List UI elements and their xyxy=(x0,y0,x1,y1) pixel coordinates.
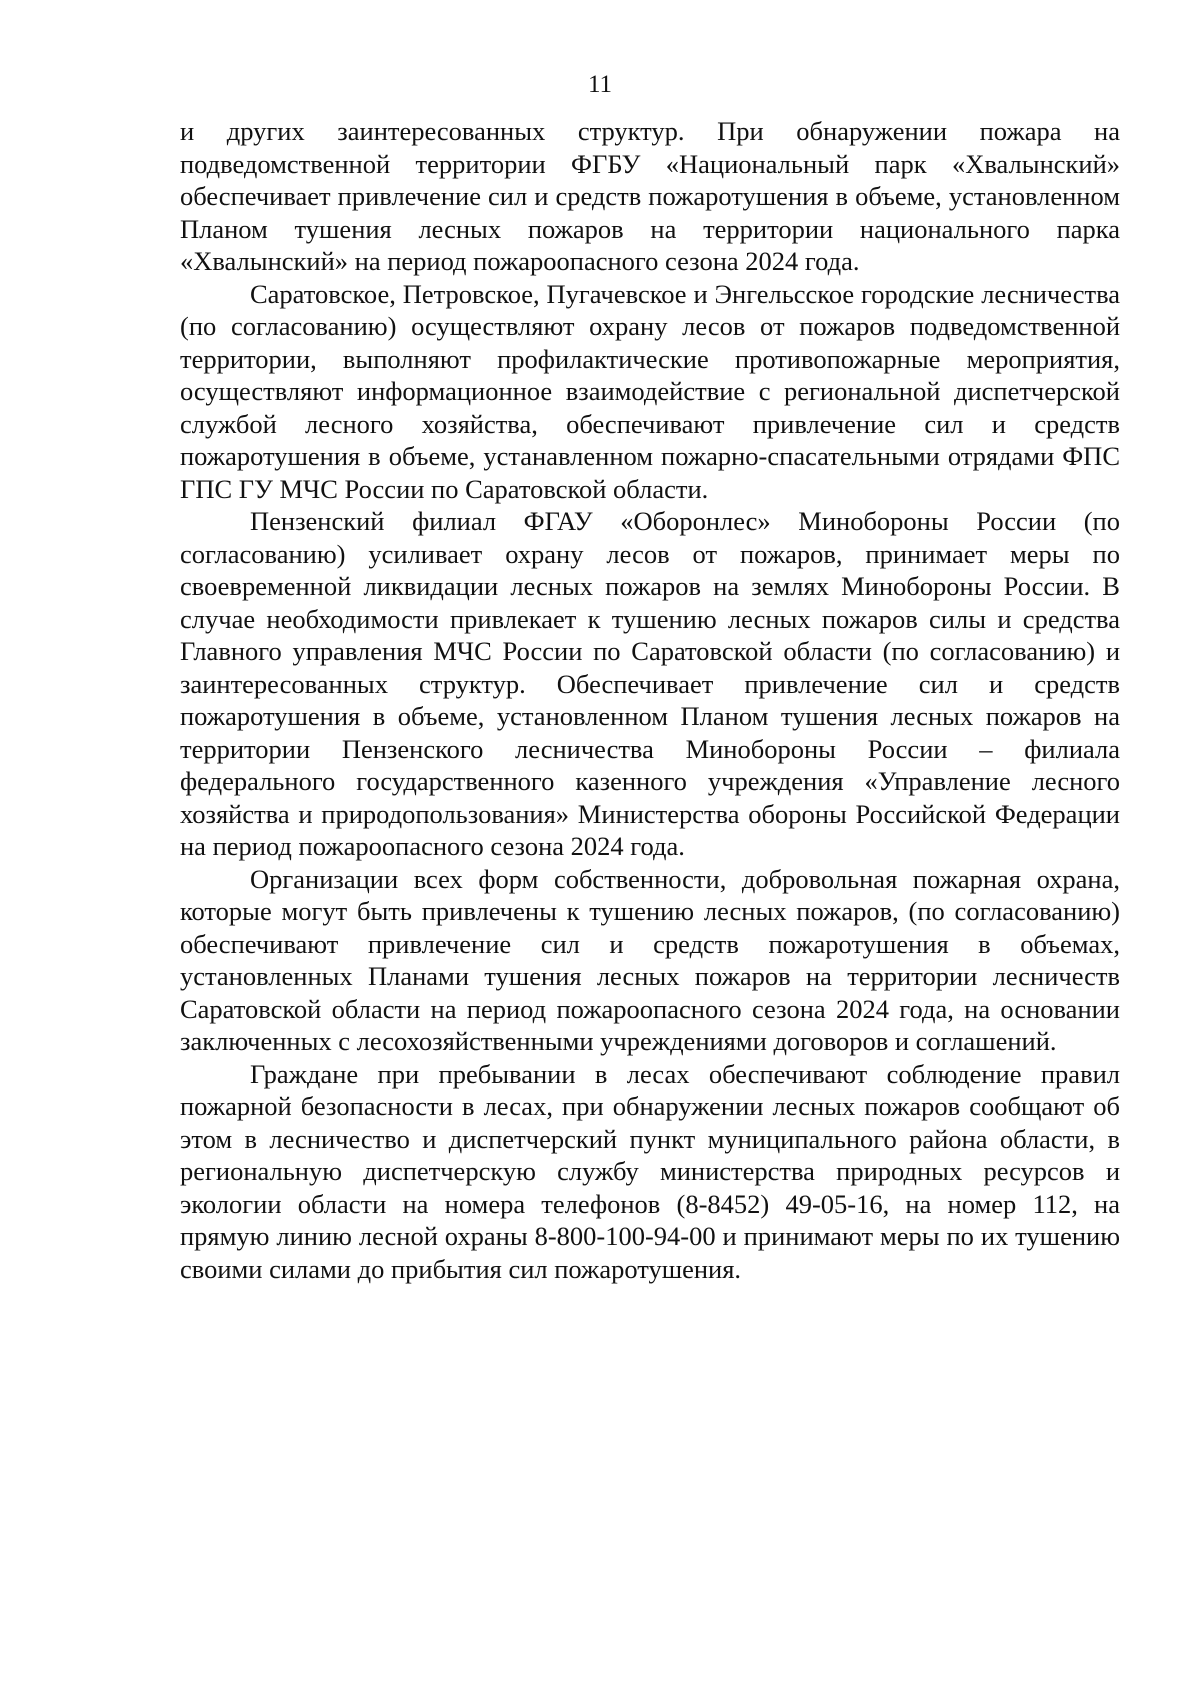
document-body xyxy=(180,115,1120,1285)
paragraph-citizens: Граждане при пребывании в лесах обеспечивают соблюдение правил пожарной безопасности в лесах, при обнаружении лесных пожаров сообщают об этом в лесничество и диспетчерский пункт муниципального района области, в региональную диспетчерскую службу министерства природных ресурсов и экологии области на номера телефонов (8-8452) 49-05-16, на номер 112, на прямую линию лесной охраны 8-800-100-94-00 и принимают меры по их тушению своими силами до прибытия сил пожаротушения. xyxy=(180,1058,1120,1284)
paragraph-continuation: и других заинтересованных структур. При обнаружении пожара на подведомственной территории ФГБУ «Национальный парк «Хвалынский» обеспечивает привлечение сил и средств пожаротушения в объеме, установленном Планом тушения лесных пожаров на территории национального парка «Хвалынский» на период пожароопасного сезона 2024 года. xyxy=(180,116,1120,276)
page-number: 11 xyxy=(587,71,613,98)
paragraph-organizations: Организации всех форм собственности, добровольная пожарная охрана, которые могут быть привлечены к тушению лесных пожаров, (по согласованию) обеспечивают привлечение сил и средств пожаротушения в объемах, установленных Планами тушения лесных пожаров на территории лесничеств Саратовской области на период пожароопасного сезона 2024 года, на основании заключенных с лесохозяйственными учреждениями договоров и соглашений. xyxy=(180,863,1120,1056)
paragraph-oboronles: Пензенский филиал ФГАУ «Оборонлес» Минобороны России (по согласованию) усиливает охрану лесов от пожаров, принимает меры по своевременной ликвидации лесных пожаров на землях Минобороны России. В случае необходимости привлекает к тушению лесных пожаров силы и средства Главного управления МЧС России по Саратовской области (по согласованию) и заинтересованных структур. Обеспечивает привлечение сил и средств пожаротушения в объеме, установленном Планом тушения лесных пожаров на территории Пензенского лесничества Минобороны России – филиала федерального государственного казенного учреждения «Управление лесного хозяйства и природопользования» Министерства обороны Российской Федерации на период пожароопасного сезона 2024 года. xyxy=(180,506,1120,861)
paragraph-city-forestries: Саратовское, Петровское, Пугачевское и Энгельсское городские лесничества (по согласованию) осуществляют охрану лесов от пожаров подведомственной территории, выполняют профилактические противопожарные мероприятия, осуществляют информационное взаимодействие с региональной диспетчерской службой лесного хозяйства, обеспечивают привлечение сил и средств пожаротушения в объеме, устанавленном пожарно-спасательными отрядами ФПС ГПС ГУ МЧС России по Саратовской области. xyxy=(180,278,1120,504)
